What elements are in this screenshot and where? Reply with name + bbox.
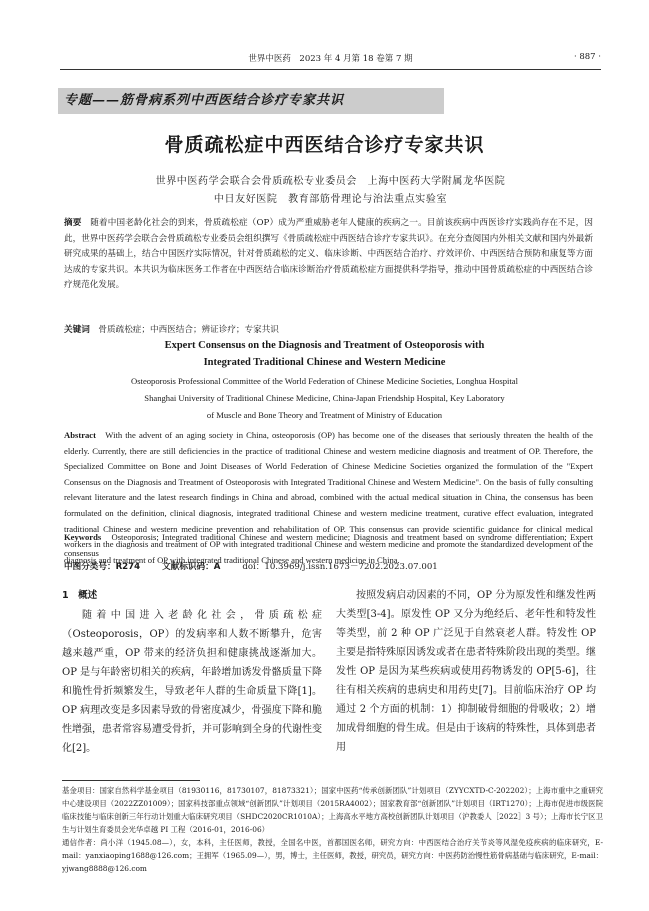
header-rule bbox=[60, 69, 601, 70]
english-keywords bbox=[64, 530, 593, 561]
authors bbox=[60, 173, 601, 209]
english-abstract-label: Abstract bbox=[64, 430, 96, 440]
body-column-left bbox=[62, 586, 322, 758]
english-affiliation-line-1: Osteoporosis Professional Committee of the World Federation of Chinese Medicine Societies, Longhua Hospital bbox=[131, 376, 518, 386]
english-keywords-label: Keywords bbox=[64, 532, 102, 542]
english-title-line-1: Expert Consensus on the Diagnosis and Treatment of Osteoporosis with bbox=[164, 340, 485, 351]
english-affiliation-line-3: of Muscle and Bone Theory and Treatment of Ministry of Education bbox=[206, 410, 443, 420]
running-header bbox=[60, 52, 601, 68]
section-heading: 1 概述 bbox=[62, 590, 98, 601]
english-affiliation-line-2: Shanghai University of Traditional Chinese Medicine, China-Japan Friendship Hospital, Key Laboratory bbox=[144, 393, 505, 403]
journal-issue: 世界中医药 2023 年 4 月第 18 卷第 7 期 bbox=[248, 54, 413, 64]
clc-number: 中图分类号：R274 bbox=[64, 562, 141, 572]
keywords-cn-label: 关键词 bbox=[64, 325, 90, 335]
document-code: 文献标识码：A bbox=[162, 562, 221, 572]
abstract-cn bbox=[64, 216, 593, 294]
english-abstract-text: With the advent of an aging society in China, osteoporosis (OP) has become one of the diseases that seriously threaten the health of the elderly. Currently, there are still deficiencies in the practice of traditional Chinese and western medicine diagnosis and treatment of OP. Therefore, the Specialized Committee on Bone and Joint Diseases of World Federation of Chinese Medicine Societies organized the formulation of the "Expert Consensus on the Diagnosis and Treatment of Osteoporosis with Integrated Traditional Chinese and Western Medicine". On the basis of fully consulting relevant literature and the latest research findings in China and abroad, combined with the actual medical situation in China, the consensus has been formulated on the definition, clinical diagnosis, integrated traditional Chinese and western medicine treatment, curative effect evaluation, integrated traditional Chinese and western medicine prevention and rehabilitation of OP. This consensus can provide scientific guidance for clinical medical workers in the diagnosis and treatment of OP with integrated traditional Chinese and western medicine and promote the standardized development of the diagnosis and treatment of OP with integrated traditional Chinese and western medicine in China. bbox=[64, 430, 593, 565]
doi: doi：10.3969/j.issn.1673－7202.2023.07.001 bbox=[242, 562, 438, 572]
english-title-line-2: Integrated Traditional Chinese and Western Medicine bbox=[203, 357, 446, 368]
correspondence-note: 通信作者：尚小洋（1945.08—），女，本科，主任医师，教授，全国名中医，首都国医名师，研究方向：中西医结合治疗关节炎等风湿免疫疾病的临床研究，E-mail：yanxiaoping1688@126.com；王拥军（1965.09—），男，博士，主任医师，教授，研究员，研究方向：中医药防治慢性筋骨病基础与临床研究，E-mail：yjwang8888@126.com bbox=[62, 838, 603, 873]
footnote-rule bbox=[62, 780, 200, 781]
english-keywords-text: Osteoporosis; Integrated traditional Chinese and western medicine; Diagnosis and treatment based on syndrome differentiation; Expert consensus bbox=[64, 532, 593, 558]
footnotes bbox=[62, 784, 603, 875]
english-title bbox=[40, 337, 609, 371]
body-column-right bbox=[336, 586, 596, 757]
abstract-cn-label: 摘要 bbox=[64, 218, 82, 228]
topic-banner: 专题——筋骨病系列中西医结合诊疗专家共识 bbox=[58, 88, 444, 114]
keywords-cn bbox=[64, 323, 593, 337]
authors-line-1: 世界中医药学会联合会骨质疏松专业委员会 上海中医药大学附属龙华医院 bbox=[155, 176, 506, 187]
keywords-cn-text: 骨质疏松症；中西医结合；辨证诊疗；专家共识 bbox=[98, 325, 279, 335]
body-paragraph-1: 随着中国进入老龄化社会，骨质疏松症（Osteoporosis，OP）的发病率和人数不断攀升，危害越来越严重，OP 带来的经济负担和健康挑战逐渐加大。OP 是与年龄密切相关的疾病，年龄增加诱发骨骼质量下降和脆性骨折频繁发生，导致老年人群的生命质量下降[1]。OP 病理改变是多因素导致的骨密度减少，骨强度下降和脆性增强，患者常容易遭受骨折，并可影响到全身的代谢性变化[2]。 bbox=[62, 610, 322, 754]
authors-line-2: 中日友好医院 教育部筋骨理论与治法重点实验室 bbox=[213, 194, 448, 205]
abstract-cn-text: 随着中国老龄化社会的到来，骨质疏松症（OP）成为严重威胁老年人健康的疾病之一。目前该疾病中西医诊疗实践尚存在不足，因此，世界中医药学会联合会骨质疏松专业委员会组织撰写《骨质疏松症中西医结合诊疗专家共识》。在充分查阅国内外相关文献和国内外最新研究成果的基础上，结合中国医疗实际情况，针对骨质疏松的定义、临床诊断、中西医结合治疗、疗效评价、中西医结合预防和康复等方面达成的专家共识。本共识为临床医务工作者在中西医结合临床诊断治疗骨质疏松症方面提供科学指导，推动中国骨质疏松症的中西医结合诊疗规范化发展。 bbox=[64, 218, 593, 290]
article-title: 骨质疏松症中西医结合诊疗专家共识 bbox=[164, 134, 485, 156]
body-paragraph-2: 按照发病启动因素的不同，OP 分为原发性和继发性两大类型[3-4]。原发性 OP 又分为绝经后、老年性和特发性等类型，前 2 种 OP 广泛见于自然衰老人群。特发性 OP 主要是指特殊原因诱发或者在患者特殊阶段出现的类型。继发性 OP 是因为某些疾病或使用药物诱发的 OP[5-6]，往往有相关疾病的患病史和用药史[7]。目前临床治疗 OP 均通过 2 个方面的机制：1）抑制破骨细胞的骨吸收；2）增加成骨细胞的骨生成。但是由于该病的特殊性，具体到患者用 bbox=[336, 590, 596, 753]
funding-note: 基金项目：国家自然科学基金项目（81930116，81730107，81873321）；国家中医药“传承创新团队”计划项目（ZYYCXTD-C-202202）；上海市重中之重研究中心建设项目（2022ZZ01009）；国家科技部重点领域“创新团队”计划项目（2015RA4002）；国家教育部“创新团队”计划项目（IRT1270）；上海市促进市级医院临床技能与临床创新三年行动计划重大临床研究项目（SHDC2020CR1010A）；上海高水平地方高校创新团队计划项目（沪教委人［2022］3 号）；上海市长宁区卫生与计划生育委员会光华卓越 PI 工程（2016-01，2016-06） bbox=[62, 786, 603, 834]
page-number: · 887 · bbox=[573, 52, 601, 62]
classification-line bbox=[64, 560, 593, 574]
english-affiliation bbox=[40, 373, 609, 424]
